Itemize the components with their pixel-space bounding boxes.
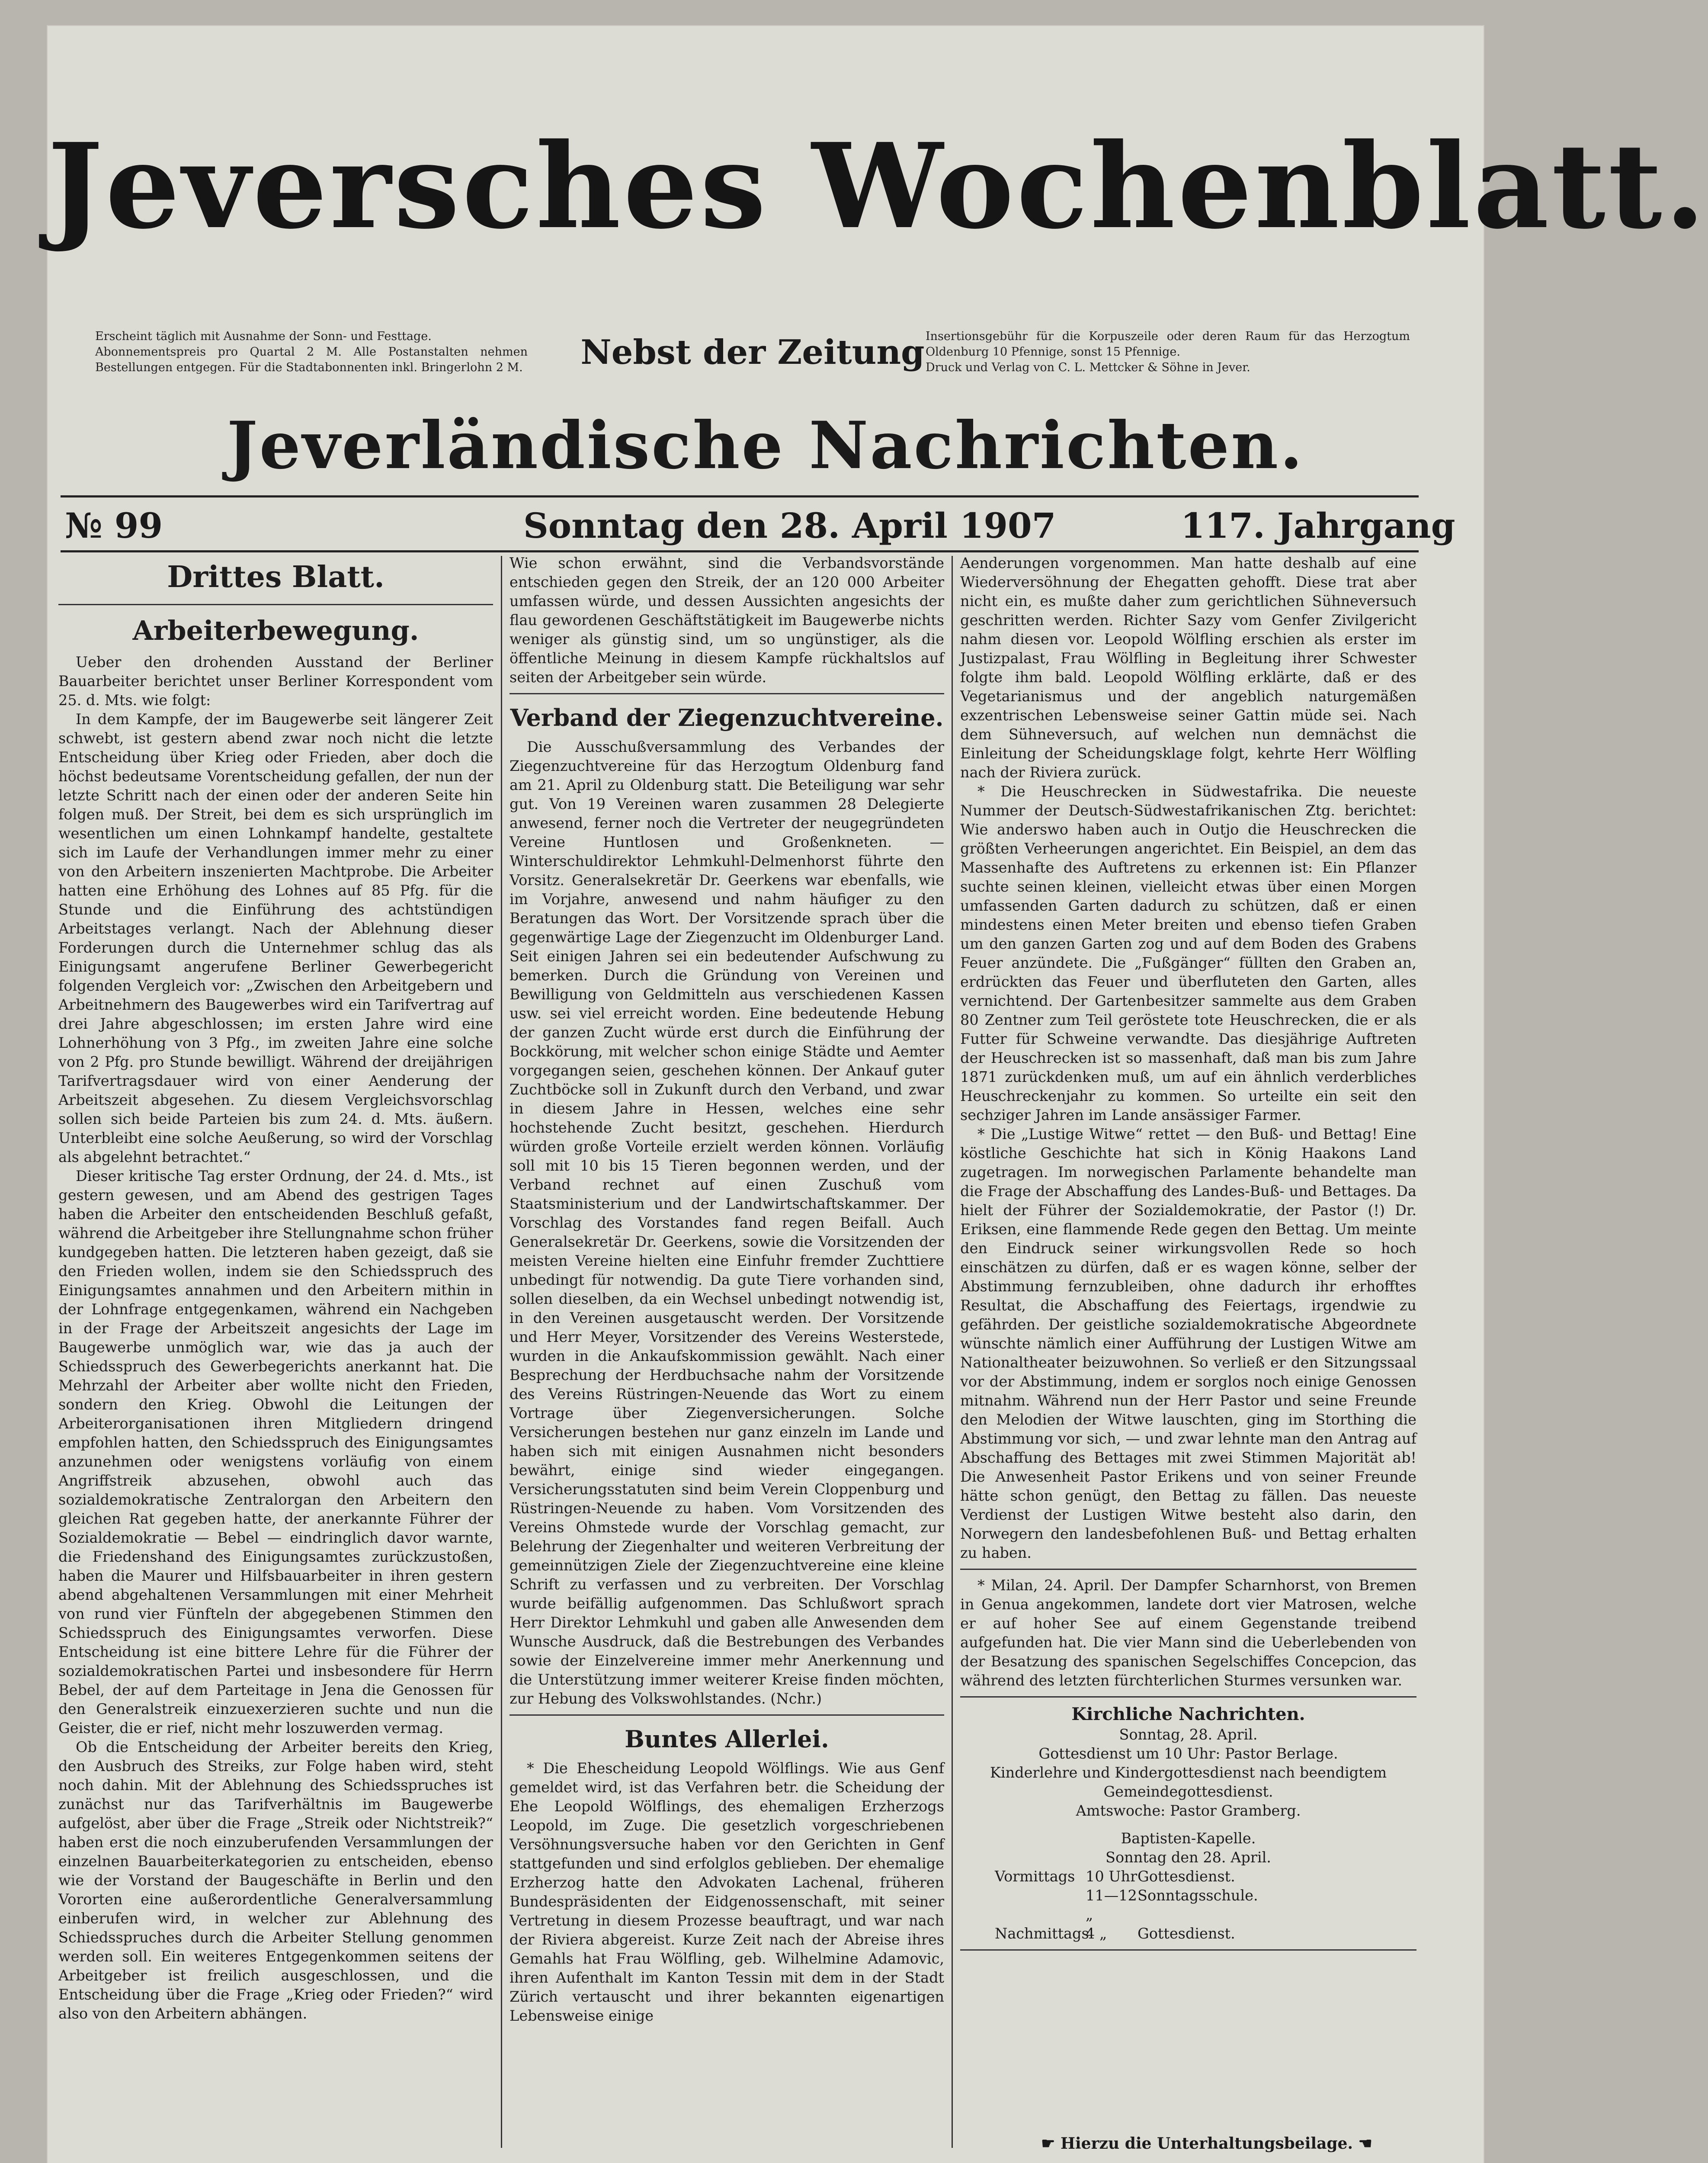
church-news-line: Amtswoche: Pastor Gramberg.: [1076, 1802, 1301, 1819]
schedule-label: Vormittags: [995, 1868, 1075, 1885]
article-paragraph: Aenderungen vorgenommen. Man hatte deshalb auf eine Wiederversöhnung der Ehegatten gehofft. Diese trat aber nicht ein, es mußte daher zum gerichtlichen Sühneversuch geschritten werden. Richter Sazy vom Genfer Zivilgericht nahm diesen vor. Leopold Wölfling erschien als erster im Justizpalast, Frau Wölfling in Begleitung ihrer Schwester folgte ihm bald. Leopold Wölfling erklärte, daß er des Vegetarianismus und der angeblich naturgemäßen exzentrischen Lebensweise seiner Gattin müde sei. Nach dem Sühneversuch, auf welchen nun demnächst die Einleitung der Scheidungsklage folgt, kehrte Herr Wölfling nach der Riviera zurück.: [960, 555, 1416, 781]
article-paragraph: In dem Kampfe, der im Baugewerbe seit längerer Zeit schwebt, ist gestern abend zwar noch nicht die letzte Entscheidung über Krieg oder Frieden, aber doch die höchst bedeutsame Vorentscheidung gefallen, der nun der letzte Schritt nach der einen oder der anderen Seite hin folgen muß. Der Streit, bei dem es sich ursprünglich im wesentlichen um einen Lohnkampf handelte, gestaltete sich im Laufe der Verhandlungen immer mehr zu einer von den Arbeitern inszenierten Machtprobe. Die Arbeiter hatten eine Erhöhung des Lohnes auf 85 Pfg. für die Stunde und die Einführung des achtstündigen Arbeitstages verlangt. Nach der Ablehnung dieser Forderungen durch die Unternehmer schlug das als Einigungsamt angerufene Berliner Gewerbegericht folgenden Vergleich vor: „Zwischen den Arbeitgebern und Arbeitnehmern des Baugewerbes wird ein Tarifvertrag auf drei Jahre abgeschlossen; im ersten Jahre wird eine Lohnerhöhung von 3 Pfg., im zweiten Jahre eine solche von 2 Pfg. pro Stunde bewilligt. Während der dreijährigen Tarifvertragsdauer wird von einer Aenderung der Arbeitszeit abgesehen. Zu diesem Vergleichsvorschlag sollen sich beide Parteien bis zum 24. d. Mts. äußern. Unterbleibt eine solche Aeußerung, so wird der Vorschlag als abgelehnt betrachtet.“: [58, 711, 493, 1165]
article-paragraph: Ueber den drohenden Ausstand der Berliner Bauarbeiter berichtet unser Berliner Korrespondent vom 25. d. Mts. wie folgt:: [58, 654, 493, 709]
divider: [510, 693, 944, 694]
article-title: Arbeiterbewegung.: [132, 615, 419, 646]
column-2: [510, 554, 944, 2025]
divider: [960, 1569, 1416, 1570]
church-news-line: Gottesdienst um 10 Uhr: Pastor Berlage.: [1038, 1745, 1338, 1762]
divider: [960, 1696, 1416, 1698]
column-1: [58, 554, 493, 2023]
newspaper-page: [48, 26, 1708, 2163]
article-paragraph: * Milan, 24. April. Der Dampfer Scharnhorst, von Bremen in Genua angekommen, landete dort vier Matrosen, welche er auf hoher See auf einem Gegenstande treibend aufgefunden hat. Die vier Mann sind die Ueberlebenden von der Besatzung des spanischen Segelschiffes Concepcion, das während des letzten fürchterlichen Sturmes versunken war.: [960, 1577, 1416, 1689]
column-divider: [952, 556, 953, 2148]
dateline-bottom-rule: [61, 550, 1419, 552]
issue-date: Sonntag den 28. April 1907: [523, 505, 1056, 546]
article-paragraph: Ob die Entscheidung der Arbeiter bereits den Krieg, den Ausbruch des Streiks, zur Folge haben wird, steht noch dahin. Mit der Ablehnung des Schiedsspruches ist zunächst nur das Tarifverhältnis im Baugewerbe aufgelöst, aber über die Frage „Streik oder Nichtstreik?“ haben erst die noch einzuberufenden Versammlungen der einzelnen Bauarbeiterkategorien zu entscheiden, ebenso wie der Vorstand der Baugeschäfte in Berlin und den Vororten eine außerordentliche Generalversammlung einberufen wird, in welcher zur Ablehnung des Schiedsspruches durch die Arbeiter Stellung genommen werden soll. Ein weiteres Entgegenkommen seitens der Arbeitgeber ist freilich ausgeschlossen, und die Entscheidung über die Frage „Krieg oder Frieden?“ wird also von den Arbeitern abhängen.: [58, 1739, 493, 2022]
schedule-label: Nachmittags: [995, 1925, 1089, 1942]
divider: [58, 604, 493, 605]
supplement-notice: ☛ Hierzu die Unterhaltungsbeilage. ☚: [1041, 2134, 1372, 2153]
article-paragraph: * Die Heuschrecken in Südwestafrika. Die neueste Nummer der Deutsch-Südwestafrikanischen Ztg. berichtet: Wie anderswo haben auch in Outjo die Heuschrecken die größten Verheerungen angerichtet. Ein Beispiel, an dem das Massenhafte des Auftretens zu erkennen ist: Ein Pflanzer suchte seinen kleinen, vielleicht etwas über einen Morgen umfassenden Garten dadurch zu schützen, daß er einen mindestens einen Meter breiten und ebenso tiefen Graben um den ganzen Garten zog und auf dem Boden des Grabens Feuer anzündete. Die „Fußgänger“ füllten den Graben an, erdrückten das Feuer und überfluteten den Garten, alles vernichtend. Der Gartenbesitzer sammelte aus dem Graben 80 Zentner zum Teil geröstete tote Heuschrecken, die er als Futter für Schweine verwandte. Das diesjährige Auftreten der Heuschrecken ist so massenhaft, daß man bis zum Jahre 1871 zurückdenken muß, um auf ein ähnlich verderbliches Heuschreckenjahr zu kommen. So urteilte ein seit den sechziger Jahren im Lande ansässiger Farmer.: [960, 783, 1416, 1123]
article-paragraph: * Die Ehescheidung Leopold Wölflings. Wie aus Genf gemeldet wird, ist das Verfahren betr. die Scheidung der Ehe Leopold Wölflings, des ehemaligen Erzherzogs Leopold, im Zuge. Die gesetzlich vorgeschriebenen Versöhnungsversuche haben vor den Gerichten in Genf stattgefunden und sind erfolglos geblieben. Der ehemalige Erzherzog hatte den Advokaten Lachenal, früheren Bundespräsidenten der Eidgenossenschaft, mit seiner Vertretung in diesem Prozesse beauftragt, und war nach der Riviera abgereist. Kurze Zeit nach der Abreise ihres Gemahls hat Frau Wölfling, geb. Wilhelmine Adamovic, ihren Aufenthalt im Kanton Tessin mit dem in der Stadt Zürich vertauscht und ihrer bekannten eigenartigen Lebensweise einige: [510, 1760, 944, 2024]
section-header: Drittes Blatt.: [167, 560, 385, 594]
volume-year: 117. Jahrgang: [1181, 505, 1455, 546]
schedule-time: 10 Uhr: [1086, 1868, 1138, 1885]
divider: [510, 1714, 944, 1716]
subscription-info: Erscheint täglich mit Ausnahme der Sonn- und Festtage. Abonnementspreis pro Quartal 2 M. Alle Postanstalten nehmen Bestellungen entgegen. Für die Stadtabonnenten inkl. Bringerlohn 2 M.: [95, 330, 528, 374]
article-title: Buntes Allerlei.: [625, 1725, 829, 1753]
schedule-label: [995, 1886, 1086, 1924]
schedule-event: Sonntagsschule.: [1138, 1887, 1258, 1904]
schedule-row: [960, 1867, 1416, 1886]
baptist-chapel-date: Sonntag den 28. April.: [1106, 1849, 1271, 1866]
church-news-title: Kirchliche Nachrichten.: [1071, 1704, 1305, 1724]
issue-number: № 99: [65, 505, 163, 546]
schedule-event: Gottesdienst.: [1138, 1925, 1235, 1942]
dateline-top-rule: [61, 495, 1419, 497]
masthead-subtitle: Jeverländische Nachrichten.: [227, 408, 1304, 484]
column-divider: [501, 556, 502, 2148]
advertising-info: Insertionsgebühr für die Korpuszeile oder deren Raum für das Herzogtum Oldenburg 10 Pfennige, sonst 15 Pfennige. Druck und Verlag von C. L. Mettcker & Söhne in Jever.: [926, 330, 1410, 374]
schedule-row: [960, 1924, 1416, 1943]
article-paragraph: Wie schon erwähnt, sind die Verbandsvorstände entschieden gegen den Streik, der an 120 000 Arbeiter umfassen würde, und dessen Aussichten angesichts der flau gewordenen Geschäftstätigkeit im Baugewerbe nichts weniger als günstig sind, um so ungünstiger, als die öffentliche Meinung in diesem Kampfe rückhaltslos auf seiten der Arbeitgeber sein würde.: [510, 555, 944, 686]
baptist-chapel-title: Baptisten-Kapelle.: [1121, 1830, 1256, 1847]
article-paragraph: Die Ausschußversammlung des Verbandes der Ziegenzuchtvereine für das Herzogtum Oldenburg fand am 21. April zu Oldenburg statt. Die Beteiligung war sehr gut. Von 19 Vereinen waren zusammen 28 Delegierte anwesend, ferner noch die Vertreter der neugegründeten Vereine Huntlosen und Großenkneten. — Winterschuldirektor Lehmkuhl-Delmenhorst führte den Vorsitz. Generalsekretär Dr. Geerkens war ebenfalls, wie im Vorjahre, anwesend und nahm häufiger zu den Beratungen das Wort. Der Vorsitzende sprach über die gegenwärtige Lage der Ziegenzucht im Oldenburger Land. Seit einigen Jahren sei ein bedeutender Aufschwung zu bemerken. Durch die Gründung von Vereinen und Bewilligung von Geldmitteln aus verschiedenen Kassen usw. sei viel erreicht worden. Eine bedeutende Hebung der ganzen Zucht würde erst durch die Einführung der Bockkörung, mit welcher schon einige Städte und Aemter vorgegangen seien, geschehen können. Der Ankauf guter Zuchtböcke soll in Zukunft durch den Verband, und zwar in diesem Jahre in Hessen, welches eine sehr hochstehende Zucht besitzt, geschehen. Hierdurch würden große Vorteile erzielt werden können. Vorläufig soll mit 10 bis 15 Tieren begonnen werden, und der Verband rechnet auf einen Zuschuß vom Staatsministerium und der Landwirtschaftskammer. Der Vorschlag des Vorstandes fand regen Beifall. Auch Generalsekretär Dr. Geerkens, sowie die Vorsitzenden der meisten Vereine hielten eine Einfuhr fremder Zuchttiere unbedingt für notwendig. Da gute Tiere vorhanden sind, sollen dieselben, da ein Wechsel unbedingt notwendig ist, in den Vereinen ausgetauscht werden. Der Vorsitzende und Herr Meyer, Vorsitzender des Vereins Westerstede, wurden in die Ankaufskommission gewählt. Nach einer Besprechung der Herdbuchsache nahm der Vorsitzende des Vereins Rüstringen-Neuende das Wort zu einem Vortrage über Ziegenversicherungen. Solche Versicherungen bestehen nur ganz einzeln im Lande und haben sich mit einigen Ausnahmen nicht besonders bewährt, einige sind wieder eingegangen. Versicherungsstatuten sind beim Verein Cloppenburg und Rüstringen-Neuende zu haben. Vom Vorsitzenden des Vereins Ohmstede wurde der Vorschlag gemacht, zur Belehrung der Ziegenhalter und weiteren Verbreitung der gemeinnützigen Ziele der Ziegenzuchtvereine eine kleine Schrift zu verfassen und zu verbreiten. Der Vorschlag wurde beifällig aufgenommen. Das Schlußwort sprach Herr Direktor Lehmkuhl und gaben alle Anwesenden dem Wunsche Ausdruck, daß die Bestrebungen des Verbandes sowie der Einzelvereine immer mehr Anerkennung und die Unterstützung immer weiterer Kreise finden möchten, zur Hebung des Volkswohlstandes. (Nchr.): [510, 738, 944, 1707]
article-title: Verband der Ziegenzuchtvereine.: [510, 704, 944, 732]
divider: [960, 1949, 1416, 1951]
masthead-title: Jeversches Wochenblatt.: [48, 117, 1708, 255]
masthead-center-text: Nebst der Zeitung: [580, 333, 925, 372]
schedule-event: Gottesdienst.: [1138, 1868, 1235, 1885]
schedule-time: 4 „: [1086, 1925, 1107, 1942]
article-paragraph: * Die „Lustige Witwe“ rettet — den Buß- und Bettag! Eine köstliche Geschichte hat sich in König Haakons Land zugetragen. Im norwegischen Parlamente behandelte man die Frage der Abschaffung des Landes-Buß- und Bettages. Da hielt der Führer der Sozialdemokratie, der Pastor (!) Dr. Eriksen, eine flammende Rede gegen den Bettag. Um meinte den Eindruck seiner wirkungsvollen Rede so hoch einschätzen zu dürfen, daß er es wagen könne, selber der Abstimmung fernzubleiben, ohne dadurch ihr erhofftes Resultat, die Abschaffung des Feiertags, irgendwie zu gefährden. Der geistliche sozialdemokratische Abgeordnete wünschte nämlich einer Aufführung der Lustigen Witwe am Nationaltheater beizuwohnen. So verließ er den Sitzungssaal vor der Abstimmung, indem er sorglos noch einige Genossen mitnahm. Während nun der Herr Pastor und seine Freunde den Melodien der Witwe lauschten, ging im Storthing die Abstimmung vor sich, — und zwar lehnte man den Antrag auf Abschaffung des Bettages mit zwei Stimmen Majorität ab! Die Anwesenheit Pastor Erikens und von seiner Freunde hätte schon genügt, den Bettag zu fällen. Das neueste Verdienst der Lustigen Witwe besteht also darin, den Norwegern den landesbefohlenen Buß- und Bettag erhalten zu haben.: [960, 1126, 1416, 1561]
schedule-row: [960, 1886, 1416, 1924]
article-paragraph: Dieser kritische Tag erster Ordnung, der 24. d. Mts., ist gestern gewesen, und am Abend des gestrigen Tages haben die Arbeiter den entscheidenden Beschluß gefaßt, während die Arbeitgeber ihre Stellungnahme schon früher kundgegeben hatten. Die letzteren haben gezeigt, daß sie den Frieden wollen, indem sie den Schiedsspruch des Einigungsamtes annahmen und den Arbeitern mithin in der Lohnfrage entgegenkamen, während ein Nachgeben in der Frage der Arbeitszeit angesichts der Lage im Baugewerbe unmöglich war, wie das ja auch der Schiedsspruch des Gewerbegerichts anerkannt hat. Die Mehrzahl der Arbeiter aber wollte nicht den Frieden, sondern den Krieg. Obwohl die Leitungen der Arbeiterorganisationen ihren Mitgliedern dringend empfohlen hatten, den Schiedsspruch des Einigungsamtes anzunehmen oder wenigstens vorläufig von einem Angriffstreik abzusehen, obwohl auch das sozialdemokratische Zentralorgan den Arbeitern den gleichen Rat gegeben hatte, der anerkannte Führer der Sozialdemokratie — Bebel — eindringlich davor warnte, die Friedenshand des Einigungsamtes zurückzustoßen, haben die Maurer und Hilfsbauarbeiter in ihren gestern abend abgehaltenen Versammlungen mit einer Mehrheit von rund vier Fünfteln der abgegebenen Stimmen den Schiedsspruch des Einigungsamtes verworfen. Diese Entscheidung ist eine bittere Lehre für die Führer der sozialdemokratischen Partei und insbesondere für Herrn Bebel, der auf dem Parteitage in Jena die Genossen für den Generalstreik einzuexerzieren suchte und nun die Geister, die er rief, nicht mehr loszuwerden vermag.: [58, 1168, 493, 1736]
column-3: [960, 554, 1416, 1957]
church-news-line: Sonntag, 28. April.: [1119, 1726, 1258, 1743]
schedule-time: 11—12 „: [1086, 1887, 1137, 1923]
church-news-line: Kinderlehre und Kindergottesdienst nach beendigtem Gemeindegottesdienst.: [990, 1764, 1387, 1800]
